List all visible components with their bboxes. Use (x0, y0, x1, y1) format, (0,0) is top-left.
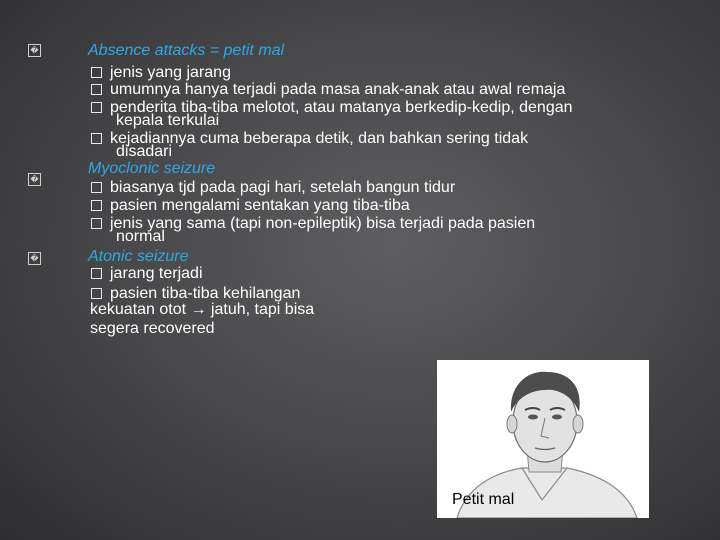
checkbox-glyph-icon (91, 288, 102, 299)
checkbox-glyph-icon (91, 102, 102, 113)
heading-myoclonic: Myoclonic seizure (88, 160, 216, 177)
list-item: kejadiannya cuma beberapa detik, dan bahkan sering tidak (91, 132, 528, 145)
list-item: jenis yang sama (tapi non-epileptik) bisa terjadi pada pasien (91, 217, 535, 230)
list-item-cont: kepala terkulai (116, 112, 220, 129)
heading-absence: Absence attacks = petit mal (88, 42, 285, 59)
bullet-2: � (28, 173, 41, 186)
checkbox-glyph-icon (91, 218, 102, 229)
list-item: penderita tiba-tiba melotot, atau matanya berkedip-kedip, dengan (91, 101, 573, 114)
list-item-cont: disadari (116, 143, 173, 160)
checkbox-glyph-icon (91, 67, 102, 78)
list-item: umumnya hanya terjadi pada masa anak-anak atau awal remaja (91, 83, 565, 96)
checkbox-glyph-icon (91, 84, 102, 95)
bullet-1: � (28, 44, 41, 57)
checkbox-glyph-icon (91, 133, 102, 144)
list-item-cont: kekuatan otot → jatuh, tapi bisa (90, 301, 315, 318)
image-caption: Petit mal (452, 491, 515, 508)
list-item: pasien mengalami sentakan yang tiba-tiba (91, 199, 410, 212)
heading-atonic: Atonic seizure (88, 248, 189, 265)
list-item-cont: segera recovered (90, 320, 215, 337)
checkbox-glyph-icon (91, 182, 102, 193)
list-item: jarang terjadi (91, 267, 203, 280)
list-item-cont: normal (116, 228, 165, 245)
checkbox-glyph-icon (91, 268, 102, 279)
bullet-3: � (28, 252, 41, 265)
list-item: jenis yang jarang (91, 66, 231, 79)
list-item: biasanya tjd pada pagi hari, setelah bangun tidur (91, 181, 455, 194)
checkbox-glyph-icon (91, 200, 102, 211)
list-item: pasien tiba-tiba kehilangan (91, 287, 300, 300)
